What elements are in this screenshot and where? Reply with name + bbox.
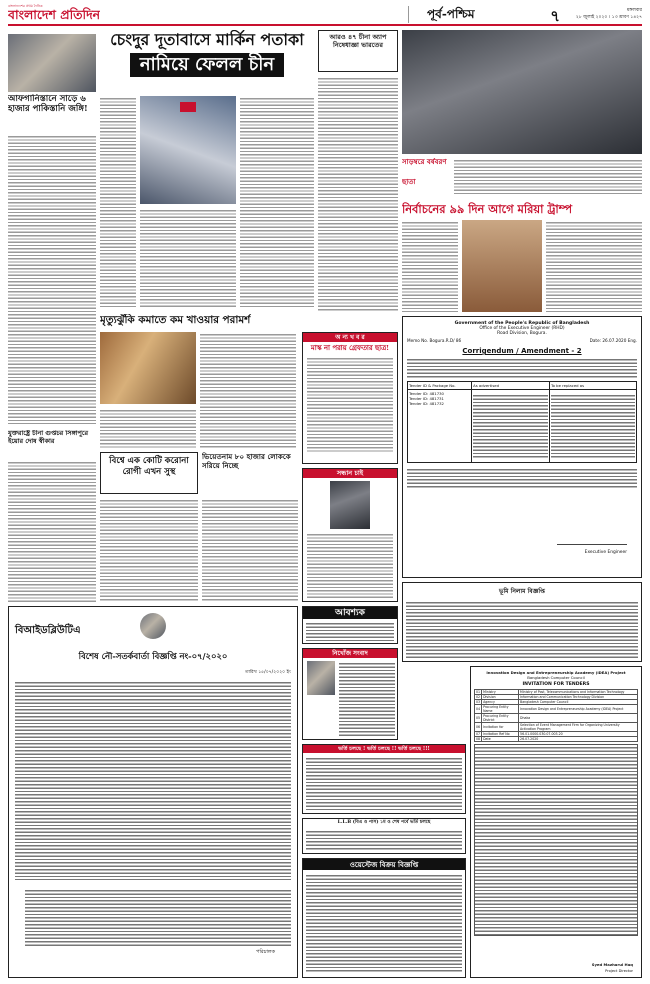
idea-cell-no: 04	[475, 705, 482, 714]
idea-footer-2: Project Director	[605, 969, 633, 973]
masthead	[8, 4, 642, 26]
idea-title-1: Innovation Design and Entrepreneurship Academy (iDEA) Project	[486, 670, 626, 675]
us-china-story	[8, 430, 96, 446]
photo-umbrellas	[402, 30, 642, 154]
idea-row	[475, 714, 638, 723]
govt-place: Road Division, Bogura.	[497, 331, 547, 336]
idea-cell-no: 08	[476, 737, 481, 741]
lead-body-col2	[140, 208, 236, 308]
wastage-ad	[302, 858, 466, 978]
us-china-headline: যুক্তরাষ্ট্রে চীনা গুপ্তচর সিঙ্গাপুরে ইয়োর দোষ স্বীকার	[8, 430, 88, 445]
trump-body-col2	[546, 220, 642, 312]
idea-cell-label: Ministry	[482, 690, 519, 695]
advertised-text	[473, 393, 548, 459]
india-headline: আরও ৪৭ চীনা অ্যাপ নিষেধাজ্ঞা ভারতের	[329, 33, 387, 50]
engineer-title: Executive Engineer	[584, 550, 627, 555]
idea-cell-value: Information and Communication Technology Division	[519, 695, 638, 700]
replaced-text	[551, 393, 635, 459]
idea-cell-no: 02	[476, 695, 481, 699]
biwta-footer: পরিচালক	[256, 949, 275, 955]
idea-cell-value: 56.01.0000.030.07.003.20	[519, 732, 638, 737]
idea-ad	[470, 666, 642, 978]
admission-ad-1	[302, 744, 466, 814]
idea-cell-no: 06	[475, 723, 482, 732]
idea-cell-no: 07	[476, 732, 481, 736]
corrigendum-title: Corrigendum / Amendment - 2	[462, 347, 582, 355]
need-ad	[302, 606, 398, 644]
wanted-box	[302, 468, 398, 602]
flag-icon	[180, 102, 196, 112]
us-china-body	[8, 460, 96, 602]
idea-cell-label: Invitation for	[482, 723, 519, 732]
photo-afghan	[8, 34, 96, 92]
idea-row	[475, 705, 638, 714]
govt-org: Government of the People's Republic of Bangladesh	[454, 321, 590, 326]
tender-id-cell	[408, 390, 472, 463]
corrigendum-notes	[407, 467, 637, 489]
idea-cell-value: 26.07.2020	[519, 737, 638, 742]
missing-label: নিখোঁজ সংবাদ	[303, 649, 397, 658]
tender-id-2: Tender ID: 481731	[409, 396, 444, 401]
biwta-title: বিশেষ নৌ-সতর্কবার্তা বিজ্ঞপ্তি নং-০৭/২০২০	[78, 651, 228, 661]
idea-table-rest	[474, 744, 638, 936]
lead-headline-2: নামিয়ে ফেলল চীন	[130, 53, 284, 77]
section-title-text: পূর্ব-পশ্চিম	[427, 7, 475, 21]
biwta-name: বিআইডব্লিউটিএ	[15, 625, 81, 636]
land-notice	[402, 582, 642, 662]
need-body	[306, 621, 394, 641]
idea-cell-no: 03	[476, 700, 481, 704]
photo-caption-label: সাড়ম্বরে বর্ষবরণ	[402, 158, 447, 166]
biwta-body	[15, 680, 291, 880]
idea-notice: INVITATION FOR TENDERS	[522, 682, 590, 687]
photo-food	[100, 332, 196, 404]
govt-dept: Office of the Executive Engineer (RHD)	[479, 326, 565, 331]
th-advertised: As advertised	[472, 382, 550, 390]
idea-cell-label: Date	[482, 737, 519, 742]
corona-headline: বিশ্বে এক কোটি করোনা রোগী এখন সুস্থ	[109, 456, 189, 477]
photo-caption	[402, 158, 642, 198]
section-title	[408, 6, 568, 23]
masthead-logo: বাংলাদেশ প্রতিদিন	[8, 7, 101, 22]
lead-body-col1	[100, 96, 136, 308]
corona-headline-box	[100, 452, 198, 494]
idea-row	[475, 737, 638, 742]
signature	[557, 526, 627, 545]
issue-day: মঙ্গলবার	[626, 8, 642, 13]
idea-cell-no: 01	[476, 690, 481, 694]
corrigendum-intro	[407, 357, 637, 379]
missing-ad	[302, 648, 398, 740]
corona-body-col1	[100, 498, 198, 602]
admission-title-2: L.L.B (বিএ ও পাস) ১ম ও শেষ পর্বে ভর্তি চলছে	[337, 820, 431, 825]
trump-headline: নির্বাচনের ৯৯ দিন আগে মরিয়া ট্রাম্প	[402, 202, 572, 216]
corrigendum-table	[407, 381, 637, 463]
food-headline: মৃত্যুঝুঁকি কমাতে কম খাওয়ার পরামর্শ	[100, 314, 251, 326]
photo-wanted	[330, 481, 370, 529]
lead-headline-1: চেংদুর দূতাবাসে মার্কিন পতাকা	[110, 30, 304, 49]
other-news-box	[302, 332, 398, 464]
lead-headline-box	[100, 30, 314, 88]
land-notice-title: ভূমি নিলাম বিজ্ঞপ্তি	[499, 588, 545, 595]
admission-body-2	[306, 829, 462, 851]
vietnam-box	[202, 452, 298, 494]
mask-body	[307, 356, 393, 452]
idea-cell-value: Ministry of Post, Telecommunications and Information Technology	[519, 690, 638, 695]
idea-cell-label: Procuring Entity District	[482, 714, 519, 723]
photo-trump	[462, 220, 542, 312]
afghan-body	[8, 134, 96, 424]
photo-caption-sub: ছাতা	[402, 177, 416, 186]
admission-title-1: ভর্তি চলছে ! ভর্তি চলছে !! ভর্তি চলছে !!!	[303, 745, 465, 753]
masthead-tagline: বাংলাদেশের প্রথম দৈনিক	[8, 4, 43, 8]
idea-cell-no: 05	[475, 714, 482, 723]
memo-no: Memo No. Bogura.R.D/ 86	[407, 338, 462, 343]
afghan-headline: আফগানিস্তানে সাড়ে ৬ হাজার পাকিস্তানি জঙ্গি!	[8, 94, 88, 114]
idea-table	[474, 689, 638, 742]
india-body	[318, 76, 398, 312]
admission-body-1	[306, 756, 462, 810]
photo-lead-consulate	[140, 96, 236, 204]
idea-cell-label: Invitation Ref No	[482, 732, 519, 737]
idea-cell-label: Procuring Entity Name	[482, 705, 519, 714]
idea-title-2: Bangladesh Computer Council	[527, 675, 585, 680]
idea-cell-value: Dhaka	[519, 714, 638, 723]
biwta-points	[25, 888, 291, 948]
wastage-title: ওয়েস্টেজ বিক্রয় বিজ্ঞপ্তি	[303, 859, 465, 870]
idea-footer: Syed Mazharul Haq	[591, 962, 633, 967]
issue-date: ২৮ জুলাই ২০২০ । ১৩ শ্রাবণ ১৪২৭	[575, 15, 642, 20]
vietnam-headline: ভিয়েতনাম ৮০ হাজার লোককে সরিয়ে নিচ্ছে	[202, 452, 291, 470]
corona-body-col2	[202, 498, 298, 602]
idea-cell-value: Innovation Design and Entrepreneurship Academy (iDEA) Project	[519, 705, 638, 714]
idea-cell-value: Selection of Event Management Firm for Organizing University Activation Program	[519, 723, 638, 732]
biwta-date: তারিখ ১৫/০৭/২০২০ ইং	[245, 670, 291, 675]
photo-missing	[307, 661, 335, 695]
idea-row	[475, 723, 638, 732]
corrigendum-ad	[402, 316, 642, 578]
idea-cell-value: Bangladesh Computer Council	[519, 700, 638, 705]
th-tender: Tender ID & Package No.	[408, 382, 472, 390]
wanted-label: সন্ধান চাই	[303, 469, 397, 478]
lead-body-col3	[240, 96, 314, 308]
missing-body	[339, 661, 395, 737]
admission-ad-2	[302, 818, 466, 854]
biwta-ad	[8, 606, 298, 978]
memo-date: Date: 26.07.2020 Eng.	[589, 338, 637, 343]
other-news-label: অ ন্য খ ব র	[303, 333, 397, 342]
th-replaced: To be replaced as	[549, 382, 636, 390]
land-notice-body	[406, 600, 638, 658]
photo-caption-text	[454, 158, 642, 194]
idea-cell-label: Agency	[482, 700, 519, 705]
food-body-col2	[200, 332, 296, 448]
page-number: ৭	[550, 7, 560, 23]
need-label: আবশ্যক	[303, 607, 397, 619]
wanted-body	[307, 532, 393, 600]
food-body-col1	[100, 408, 196, 448]
tender-id-1: Tender ID: 481730	[409, 391, 444, 396]
trump-body-col1	[402, 220, 458, 312]
wastage-body	[306, 873, 462, 973]
mask-headline: মাস্ক না পরায় গ্রেফতার ছাত্র!	[310, 344, 390, 352]
idea-cell-label: Division	[482, 695, 519, 700]
india-app-box	[318, 30, 398, 72]
tender-id-3: Tender ID: 481732	[409, 401, 444, 406]
